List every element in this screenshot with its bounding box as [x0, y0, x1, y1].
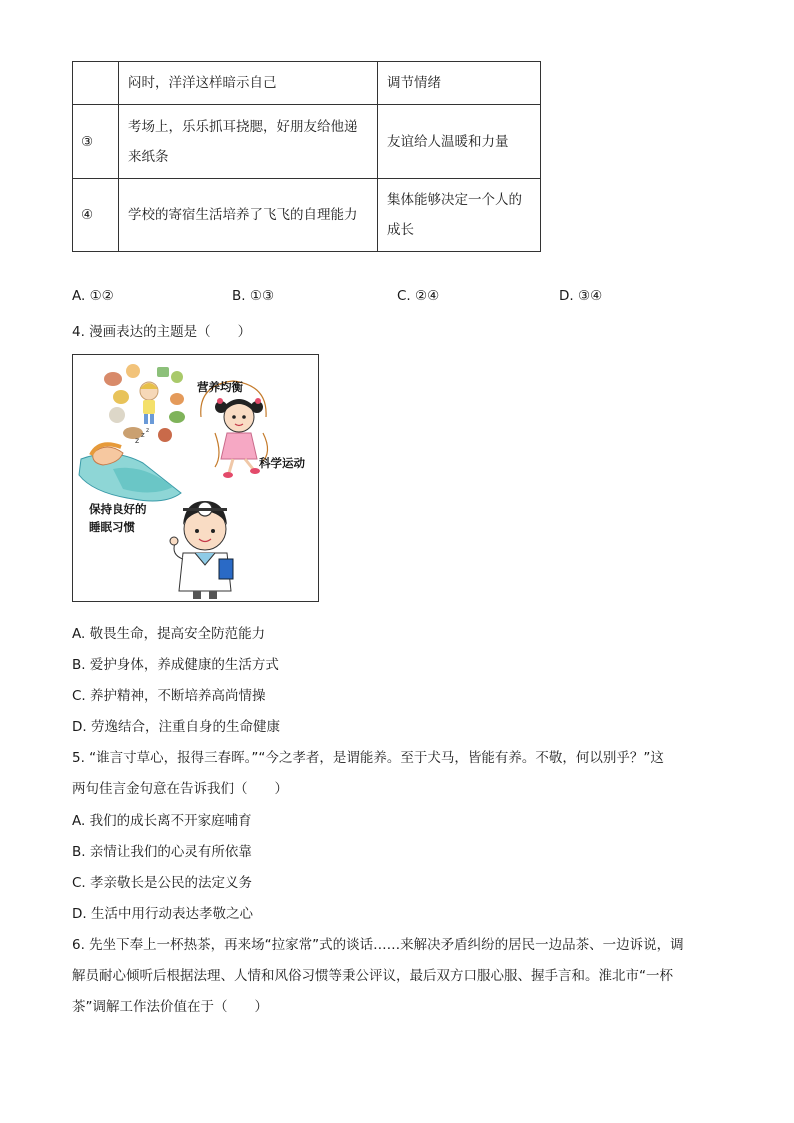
row-description-line: 来纸条 [128, 148, 169, 165]
comic-label-sleep-2: 睡眠习惯 [89, 520, 135, 534]
table-row [73, 105, 541, 179]
row-description: 学校的寄宿生活培养了飞飞的自理能力 [119, 179, 378, 252]
comic-label-sleep-1: 保持良好的 [89, 502, 147, 516]
q5-option-a[interactable]: A. 我们的成长离不开家庭哺育 [72, 813, 252, 829]
table-row [73, 62, 541, 105]
svg-text:z: z [141, 431, 145, 439]
q4-option-b[interactable]: B. 爱护身体，养成健康的生活方式 [72, 657, 279, 673]
case-table [72, 61, 541, 252]
svg-text:z: z [146, 427, 150, 434]
q5-stem-line-2: 两句佳言金句意在告诉我们（ ） [72, 781, 288, 797]
row-viewpoint [378, 179, 541, 252]
q3-option-c[interactable]: C. ②④ [397, 288, 440, 304]
row-viewpoint-line: 成长 [387, 222, 414, 238]
q4-option-c[interactable]: C. 养护精神，不断培养高尚情操 [72, 688, 266, 704]
comic-illustration [73, 355, 318, 601]
row-viewpoint-line: 集体能够决定一个人的 [387, 192, 522, 208]
q4-option-d[interactable]: D. 劳逸结合，注重自身的生命健康 [72, 719, 280, 735]
row-description [119, 105, 378, 179]
q6-stem-line-3: 茶”调解工作法价值在于（ ） [72, 999, 268, 1015]
row-number [73, 62, 119, 105]
child-icon [140, 382, 158, 424]
comic-label-nutrition: 营养均衡 [197, 380, 243, 394]
q6-stem-line-1: 6. 先坐下奉上一杯热茶，再来场“拉家常”式的谈话……来解决矛盾纠纷的居民一边品茶、一边诉说，调 [72, 937, 684, 953]
row-viewpoint: 调节情绪 [378, 62, 541, 105]
q6-stem-line-2: 解员耐心倾听后根据法理、人情和风俗习惯等秉公评议，最后双方口服心服、握手言和。淮北市“一杯 [72, 968, 673, 984]
q5-option-c[interactable]: C. 孝亲敬长是公民的法定义务 [72, 875, 253, 891]
q5-option-b[interactable]: B. 亲情让我们的心灵有所依靠 [72, 844, 252, 860]
row-viewpoint: 友谊给人温暖和力量 [378, 105, 541, 179]
girl-icon [201, 381, 268, 478]
row-number: ④ [73, 179, 119, 252]
q4-option-a[interactable]: A. 敬畏生命，提高安全防范能力 [72, 626, 266, 642]
health-comic [72, 354, 319, 602]
row-description: 闷时，洋洋这样暗示自己 [119, 62, 378, 105]
q4-stem: 4. 漫画表达的主题是（ ） [72, 324, 252, 340]
doctor-icon [170, 501, 233, 599]
comic-label-exercise: 科学运动 [259, 456, 305, 470]
svg-text:z: z [135, 436, 140, 445]
q5-stem-line-1: 5. “谁言寸草心，报得三春晖。”“今之孝者，是谓能养。至于犬马，皆能有养。不敬，何以别乎？”这 [72, 750, 664, 766]
row-description-line: 考场上，乐乐抓耳挠腮，好朋友给他递 [128, 118, 358, 135]
q3-option-b[interactable]: B. ①③ [232, 288, 275, 304]
row-number: ③ [73, 105, 119, 179]
q3-options [72, 288, 632, 308]
q5-option-d[interactable]: D. 生活中用行动表达孝敬之心 [72, 906, 253, 922]
table-row [73, 179, 541, 252]
q3-option-a[interactable]: A. ①② [72, 288, 114, 304]
q3-option-d[interactable]: D. ③④ [559, 288, 603, 304]
